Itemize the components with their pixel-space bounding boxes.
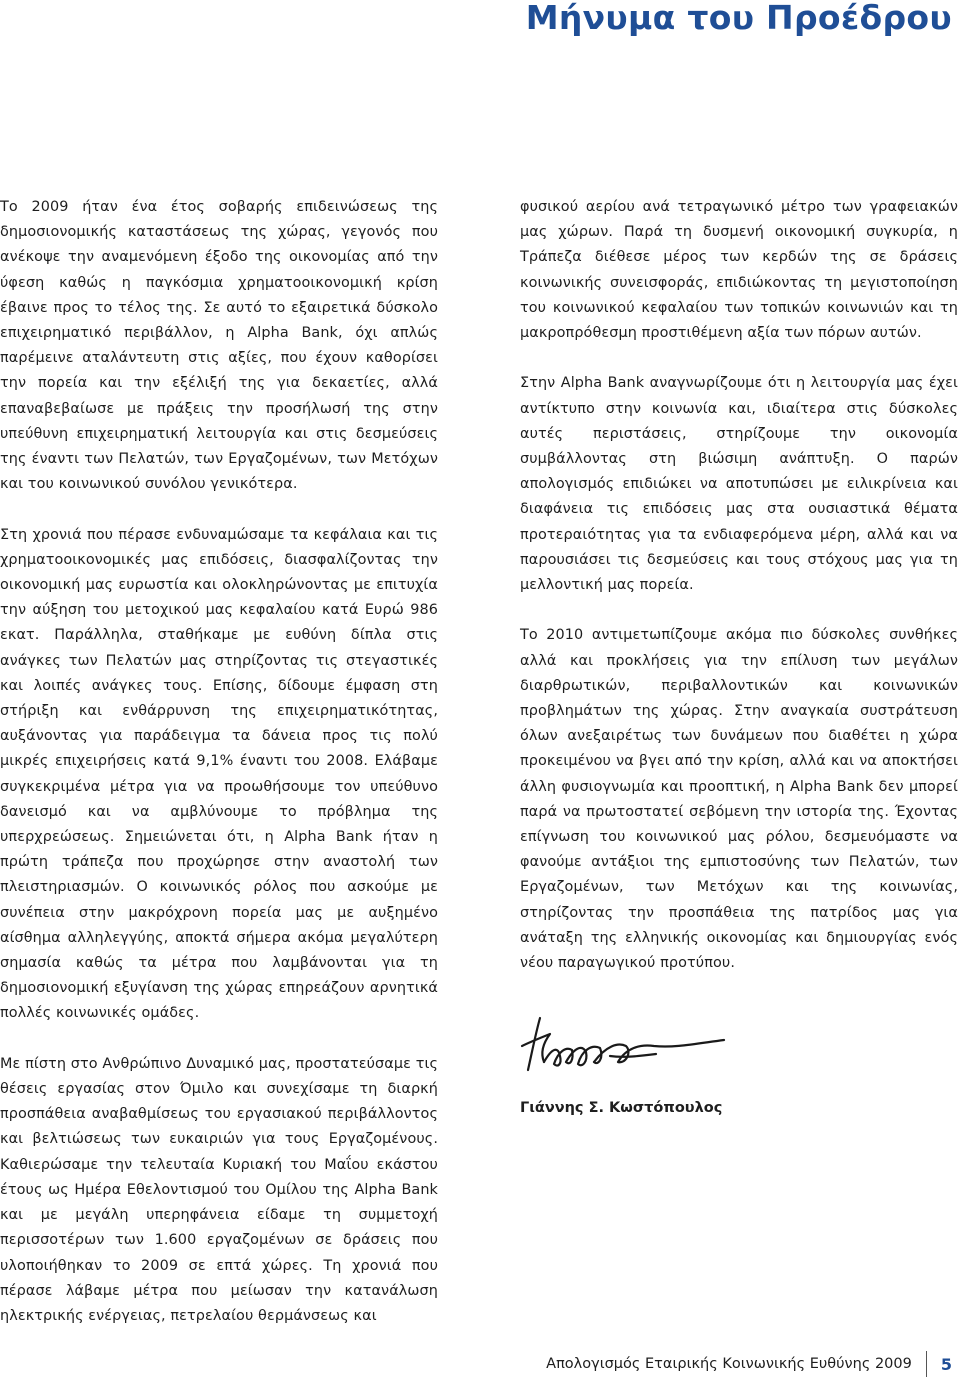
handwritten-signature: [514, 1012, 739, 1084]
page-footer: [546, 1351, 952, 1377]
paragraph: Με πίστη στο Ανθρώπινο Δυναμικό μας, προστατεύσαμε τις θέσεις εργασίας στον Όμιλο και συνεχίσαμε τη διαρκή προσπάθεια αναβαθμίσεως του εργασιακού περιβάλλοντος και βελτιώσεως των ευκαιριών για τους Εργαζομένους. Καθιερώσαμε την τελευταία Κυριακή του Μαΐου εκάστου έτους ως Ημέρα Εθελοντισμού του Ομίλου της Alpha Bank και με μεγάλη υπερηφάνεια είδαμε τη συμμετοχή περισσοτέρων των 1.600 εργαζομένων σε δράσεις που υλοποιήθηκαν το 2009 σε επτά χώρες. Τη χρονιά που πέρασε λάβαμε μέτρα που μείωσαν την κατανάλωση ηλεκτρικής ενέργειας, πετρελαίου θερμάνσεως και: [0, 1055, 438, 1324]
paragraph: Στην Alpha Bank αναγνωρίζουμε ότι η λειτουργία μας έχει αντίκτυπο στην κοινωνία και, ιδιαίτερα στις δύσκολες αυτές περιστάσεις, στηρίζουμε την οικονομία συμβάλλοντας στη βιώσιμη ανάπτυξη. Ο παρών απολογισμός επιδιώκει να αποτυπώσει με ειλικρίνεια και διαφάνεια τις επιδόσεις μας στα ουσιαστικά θέματα προτεραιότητας για τα ενδιαφερόμενα μέρη, αλλά και να παρουσιάσει τις δεσμεύσεις και τους στόχους μας για τη μελλοντική μας πορεία.: [520, 375, 958, 594]
signer-name: Γιάννης Σ. Κωστόπουλος: [520, 1100, 723, 1116]
paragraph: Το 2010 αντιμετωπίζουμε ακόμα πιο δύσκολες συνθήκες αλλά και προκλήσεις για την επίλυση των μεγάλων διαρθρωτικών, περιβαλλοντικών και κοινωνικών προβλημάτων της χώρας. Στην αναγκαία συστράτευση όλων ανεξαιρέτως των δυνάμεων που διαθέτει η χώρα προκειμένου να βγει από την κρίση, αλλά και να αποκτήσει άλλη φυσιογνωμία και προοπτική, η Alpha Bank δεν μπορεί παρά να πρωτοστατεί σεβόμενη την ιστορία της. Έχοντας επίγνωση του κοινωνικού μας ρόλου, δεσμευόμαστε να φανούμε αντάξιοι της εμπιστοσύνης των Πελατών, των Εργαζομένων, των Μετόχων και της κοινωνίας, στηρίζοντας την προσπάθεια της πατρίδος μας για ανάταξη της ελληνικής οικονομίας και δημιουργίας ενός νέου παραγωγικού προτύπου.: [520, 627, 958, 972]
left-text-column: [0, 195, 438, 1329]
right-text-column: [520, 195, 958, 976]
page-title: Μήνυμα του Προέδρου: [525, 0, 952, 37]
footer-divider: [926, 1351, 927, 1377]
report-title: Απολογισμός Εταιρικής Κοινωνικής Ευθύνης 2009: [546, 1356, 912, 1372]
paragraph: Το 2009 ήταν ένα έτος σοβαρής επιδεινώσεως της δημοσιονομικής καταστάσεως της χώρας, γεγονός που ανέκοψε την αναμενόμενη έξοδο της οικονομίας από την ύφεση καθώς η παγκόσμια χρηματοοικονομική κρίση έβαινε προς το τέλος της. Σε αυτό το εξαιρετικά δύσκολο επιχειρηματικό περιβάλλον, η Alpha Bank, όχι απλώς παρέμεινε αταλάντευτη στις αξίες, που έχουν καθορίσει την πορεία και την εξέλιξή της για δεκαετίες, αλλά επαναβεβαίωσε με πράξεις την προσήλωσή της στην υπεύθυνη επιχειρηματική λειτουργία και στις δεσμεύσεις της έναντι των Πελατών, των Εργαζομένων, των Μετόχων και του κοινωνικού συνόλου γενικότερα.: [0, 199, 438, 493]
paragraph: φυσικού αερίου ανά τετραγωνικό μέτρο των γραφειακών μας χώρων. Παρά τη δυσμενή οικονομική συγκυρία, η Τράπεζα διέθεσε μέρος των κερδών της σε δράσεις κοινωνικής συνεισφοράς, επιδιώκοντας τη μεγιστοποίηση του κοινωνικού κεφαλαίου των τοπικών κοινωνιών και τη μακροπρόθεσμη προστιθέμενη αξία των πόρων αυτών.: [520, 199, 958, 342]
page-number: 5: [940, 1354, 952, 1374]
paragraph: Στη χρονιά που πέρασε ενδυναμώσαμε τα κεφάλαια και τις χρηματοοικονομικές μας επιδόσεις, διασφαλίζοντας την οικονομική μας ευρωστία και ολοκληρώνοντας με επιτυχία την αύξηση του μετοχικού μας κεφαλαίου κατά Ευρώ 986 εκατ. Παράλληλα, σταθήκαμε με ευθύνη δίπλα στις ανάγκες των Πελατών μας στηρίζοντας τις στεγαστικές και λοιπές ανάγκες τους. Επίσης, δίδουμε έμφαση στη στήριξη και ενθάρρυνση της επιχειρηματικότητας, αυξάνοντας για παράδειγμα τα δάνεια προς τις πολύ μικρές επιχειρήσεις κατά 9,1% έναντι του 2008. Ελάβαμε συγκεκριμένα μέτρα για να προωθήσουμε τον υπεύθυνο δανεισμό και να αμβλύνουμε το πρόβλημα της υπερχρεώσεως. Σημειώνεται ότι, η Alpha Bank ήταν η πρώτη τράπεζα που προχώρησε στην αναστολή των πλειστηριασμών. Ο κοινωνικός ρόλος που ασκούμε με συνέπεια στην μακρόχρονη πορεία μας με αυξημένο αίσθημα αλληλεγγύης, αποκτά σήμερα ακόμα μεγαλύτερη σημασία καθώς τα μέτρα που λαμβάνονται για τη δημοσιονομική εξυγίανση της χώρας επηρεάζουν αρνητικά πολλές κοινωνικές ομάδες.: [0, 526, 438, 1022]
